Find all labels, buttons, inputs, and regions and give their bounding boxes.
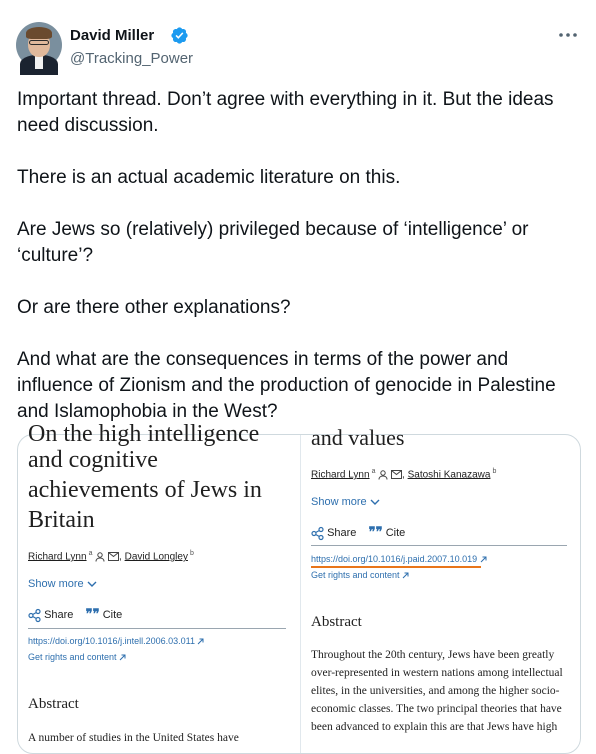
abstract-text: A number of studies in the United States have: [28, 732, 239, 744]
external-link-icon: [480, 556, 487, 563]
tweet-paragraph: Are Jews so (relatively) privileged because of ‘intelligence’ or ‘culture’?: [17, 219, 529, 266]
chevron-down-icon: [87, 581, 97, 587]
cite-label: Cite: [385, 527, 406, 539]
author-link[interactable]: Richard Lynn: [28, 551, 87, 563]
show-more-label: Show more: [28, 578, 84, 590]
doi-highlight: [311, 566, 481, 568]
rights-text: Get rights and content: [311, 570, 400, 580]
avatar-glasses: [29, 40, 49, 45]
tweet-paragraph: There is an actual academic literature on this.: [17, 167, 401, 188]
email-icon: [391, 470, 402, 479]
divider: [28, 628, 286, 629]
doi-text: https://doi.org/10.1016/j.intell.2006.03.011: [28, 636, 195, 646]
tweet-text: [17, 87, 589, 451]
article-authors: Richard Lynn $^a$ , Satoshi Kanazawa $^b$: [311, 468, 497, 481]
article-title: and cognitive achievements of Jews in Britain: [28, 447, 262, 533]
author-superscript: a: [371, 468, 376, 475]
abstract-heading: Abstract: [28, 696, 79, 712]
author-superscript: b: [189, 550, 194, 557]
doi-text: https://doi.org/10.1016/j.paid.2007.10.019: [311, 554, 478, 564]
divider: [311, 545, 567, 546]
chevron-down-icon: [370, 499, 380, 505]
rights-link[interactable]: [311, 570, 409, 580]
author-link[interactable]: David Longley: [124, 551, 188, 563]
tweet-paragraph: Important thread. Don’t agree with everything in it. But the ideas need discussion.: [17, 89, 554, 136]
quote-icon: ❞❞: [368, 524, 383, 539]
rights-link[interactable]: [28, 652, 126, 662]
external-link-icon: [197, 638, 204, 645]
more-horizontal-icon: [558, 32, 578, 38]
author-link[interactable]: Richard Lynn: [311, 469, 370, 481]
show-more-link[interactable]: [311, 496, 380, 508]
share-label: Share: [327, 527, 357, 539]
author-superscript: b: [492, 468, 497, 475]
article-title-cut: and values: [311, 425, 405, 450]
share-label: Share: [44, 609, 74, 621]
more-options-button[interactable]: [557, 26, 579, 42]
doi-link[interactable]: [28, 636, 204, 646]
tweet-paragraph: Or are there other explanations?: [17, 297, 291, 318]
article-authors: Richard Lynn $^a$ , David Longley $^b$: [28, 550, 194, 563]
avatar-hair: [26, 27, 52, 39]
author-link[interactable]: Satoshi Kanazawa: [407, 469, 491, 481]
rights-text: Get rights and content: [28, 652, 117, 662]
abstract-text: Throughout the 20th century, Jews have been greatly over-represented in western nations among intellectual elites, in the universities, and among the higher socio-economic classes. The two principal theories that have been advanced to explain this are that Jews have high: [311, 649, 563, 733]
cite-button[interactable]: [368, 524, 406, 539]
abstract-heading: Abstract: [311, 614, 362, 630]
cite-label: Cite: [102, 609, 123, 621]
media-image-left[interactable]: [18, 421, 299, 753]
share-cite-row: [28, 606, 122, 622]
tweet-paragraph: And what are the consequences in terms of the power and influence of Zionism and the production of genocide in Palestine and Islamophobia in the West?: [17, 349, 556, 422]
tweet-media[interactable]: [17, 421, 581, 754]
share-icon: [28, 609, 41, 622]
share-cite-row: [311, 524, 405, 540]
share-icon: [311, 527, 324, 540]
verified-badge-icon: [170, 26, 189, 45]
person-icon: [95, 552, 105, 562]
tweet-header: [0, 0, 596, 80]
external-link-icon: [119, 654, 126, 661]
avatar[interactable]: [16, 22, 62, 68]
show-more-link[interactable]: [28, 578, 97, 590]
email-icon: [108, 552, 119, 561]
author-name[interactable]: David Miller: [70, 27, 155, 44]
quote-icon: ❞❞: [85, 606, 100, 621]
share-button[interactable]: [311, 527, 359, 539]
share-button[interactable]: [28, 609, 76, 621]
media-image-right[interactable]: [300, 425, 581, 753]
author-superscript: a: [88, 550, 93, 557]
article-title-cut: On the high intelligence: [28, 421, 260, 447]
person-icon: [378, 470, 388, 480]
cite-button[interactable]: [85, 606, 123, 621]
avatar-collar: [35, 55, 43, 69]
doi-link[interactable]: [311, 554, 487, 564]
author-handle[interactable]: @Tracking_Power: [70, 50, 194, 67]
external-link-icon: [402, 572, 409, 579]
show-more-label: Show more: [311, 496, 367, 508]
